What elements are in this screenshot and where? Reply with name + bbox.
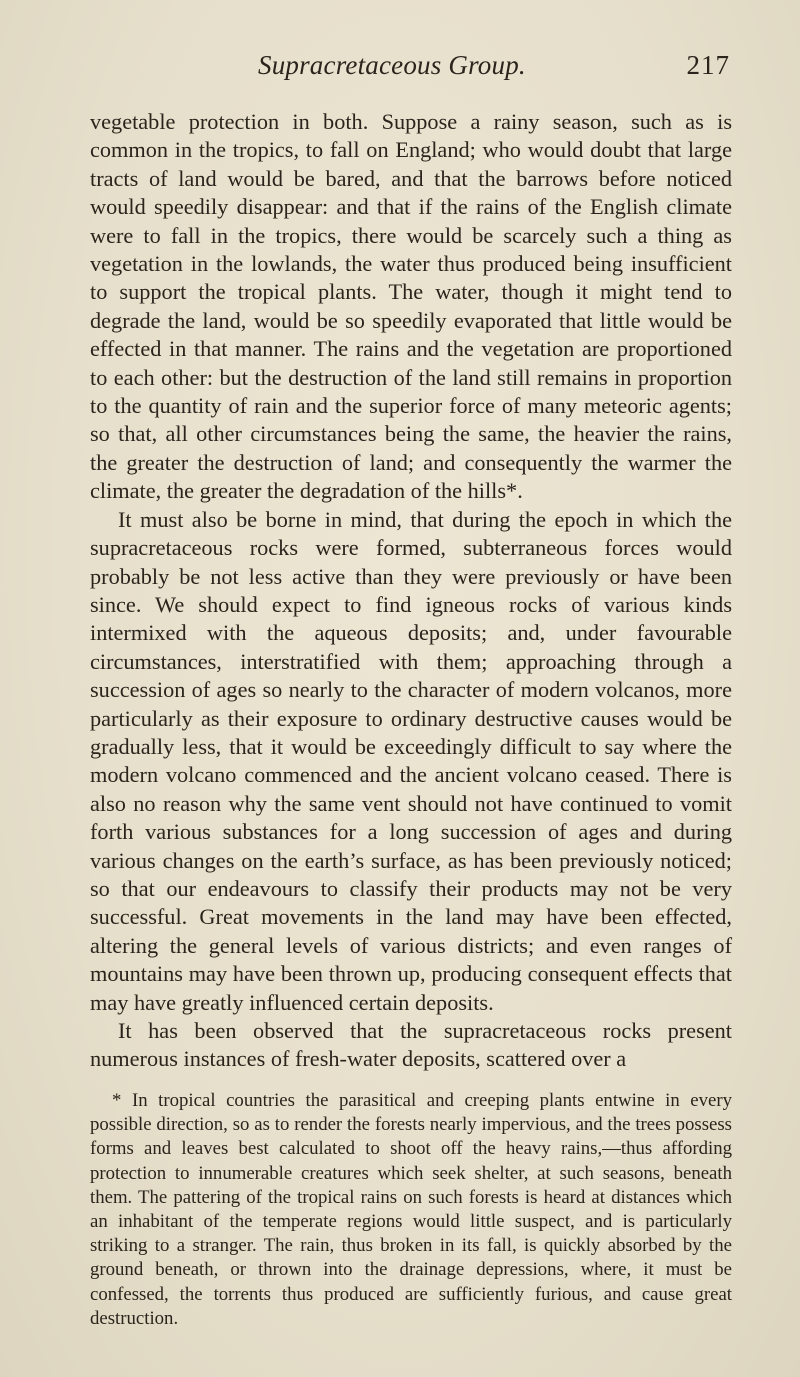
page-header: [90, 50, 730, 90]
page-number: 217: [686, 50, 730, 80]
paragraph-subterraneous-forces: It must also be borne in mind, that during the epoch in which the supracretaceous rocks were formed, subterraneous forces would probably be not less active than they were previously or have been since. We should expect to find igneous rocks of various kinds intermixed with the aqueous deposits; and, under favourable circumstances, interstratified with them; approaching through a succession of ages so nearly to the character of modern volcanos, more particularly as their exposure to ordinary destructive causes would be gradually less, that it would be exceedingly difficult to say where the modern volcano commenced and the ancient volcano ceased. There is also no reason why the same vent should not have continued to vomit forth various substances for a long succession of ages and during various changes on the earth’s surface, as has been previously noticed; so that our endeavours to classify their products may not be very successful. Great movements in the land may have been effected, altering the general levels of various districts; and even ranges of mountains may have been thrown up, producing consequent effects that may have greatly influenced certain deposits.: [90, 506, 732, 1015]
paragraph-continued: vegetable protection in both. Suppose a rainy season, such as is common in the tropics, to fall on England; who would doubt that large tracts of land would be bared, and that the barrows before noticed would speedily disappear: and that if the rains of the English climate were to fall in the tropics, there would be scarcely such a thing as vegetation in the lowlands, the water thus produced being insufficient to support the tropical plants. The water, though it might tend to degrade the land, would be so speedily evaporated that little would be effected in that manner. The rains and the vegetation are proportioned to each other: but the destruction of the land still remains in proportion to the quantity of rain and the superior force of many meteoric agents; so that, all other circumstances being the same, the heavier the rains, the greater the destruction of land; and consequently the warmer the climate, the greater the degradation of the hills*.: [90, 109, 732, 504]
footnote: * In tropical countries the parasitical and creeping plants entwine in every possible direction, so as to render the forests nearly impervious, and the trees possess forms and leaves best calculated to shoot off the heavy rains,—thus affording protection to innumerable creatures which seek shelter, at such seasons, beneath them. The pattering of the tropical rains on such forests is heard at distances which an inhabitant of the temperate regions would little suspect, and is particularly striking to a stranger. The rain, thus broken in its fall, is quickly absorbed by the ground beneath, or thrown into the drainage depressions, where, it must be confessed, the torrents thus produced are sufficiently furious, and cause great destruction.: [90, 1090, 732, 1329]
paragraph-fresh-water-deposits: It has been observed that the supracretaceous rocks present numerous instances of fresh-water deposits, scattered over a: [90, 1018, 732, 1072]
main-text: [90, 108, 732, 1074]
running-title: Supracretaceous Group.: [258, 50, 526, 80]
footnote-section: [90, 1089, 732, 1331]
